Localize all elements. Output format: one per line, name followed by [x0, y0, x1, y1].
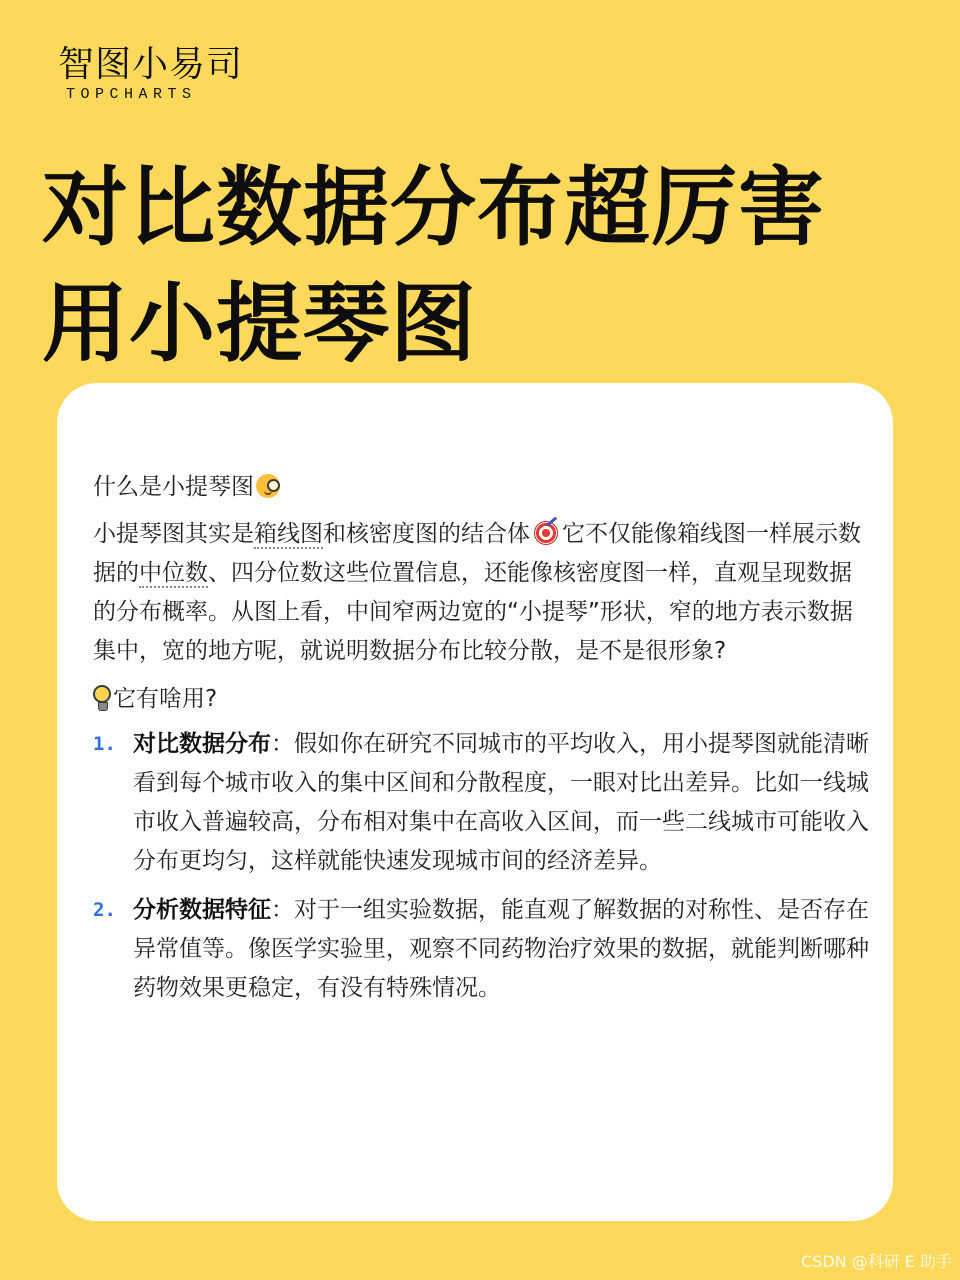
- content-card: [57, 383, 893, 1221]
- target-icon: [534, 521, 558, 545]
- brand-name-en: TOPCHARTS: [66, 86, 197, 103]
- watermark: CSDN @科研 E 助手: [801, 1252, 952, 1271]
- lightbulb-icon: [93, 685, 111, 711]
- list-item-heading: 对比数据分布: [133, 731, 271, 757]
- list-number: 1.: [93, 733, 116, 755]
- list-item: [93, 725, 869, 881]
- intro-text-2: 和核密度图的结合体: [323, 521, 530, 547]
- list-item: [93, 891, 869, 1008]
- page-title: [42, 150, 922, 382]
- monocle-face-icon: [256, 474, 280, 498]
- what-is-heading: [93, 471, 869, 503]
- brand-logo: [58, 40, 258, 103]
- list-item-text: ：假如你在研究不同城市的平均收入，用小提琴图就能清晰看到每个城市收入的集中区间和分散程度，一眼对比出差异。比如一线城市收入普遍较高，分布相对集中在高收入区间，而一些二线城市可能收入分布更均匀，这样就能快速发现城市间的经济差异。: [133, 731, 869, 874]
- use-title: 它有啥用?: [113, 686, 218, 712]
- what-is-title: 什么是小提琴图: [93, 474, 254, 500]
- list-number: 2.: [93, 899, 116, 921]
- median-link[interactable]: 中位数: [139, 560, 208, 586]
- list-item-body: [133, 725, 869, 881]
- use-heading: [93, 681, 869, 717]
- list-item-body: [133, 891, 869, 1008]
- intro-paragraph: [93, 515, 869, 671]
- list-item-heading: 分析数据特征: [133, 897, 271, 923]
- boxplot-link[interactable]: 箱线图: [254, 521, 323, 547]
- use-list: [93, 725, 869, 1008]
- title-line-1: 对比数据分布超厉害: [42, 158, 825, 258]
- brand-name-cn: 智图小易司: [58, 44, 244, 85]
- intro-text-3: 它不仅能像箱线图一样展示数据的: [93, 521, 861, 586]
- list-item-text: ：对于一组实验数据，能直观了解数据的对称性、是否存在异常值等。像医学实验里，观察不同药物治疗效果的数据，就能判断哪种药物效果更稳定，有没有特殊情况。: [133, 897, 869, 1001]
- intro-text-1: 小提琴图其实是: [93, 521, 254, 547]
- intro-text-4: 、四分位数这些位置信息，还能像核密度图一样，直观呈现数据的分布概率。从图上看，中间窄两边宽的“小提琴”形状，窄的地方表示数据集中，宽的地方呢，就说明数据分布比较分散，是不是很形象?: [93, 560, 853, 664]
- title-line-2: 用小提琴图: [42, 274, 477, 374]
